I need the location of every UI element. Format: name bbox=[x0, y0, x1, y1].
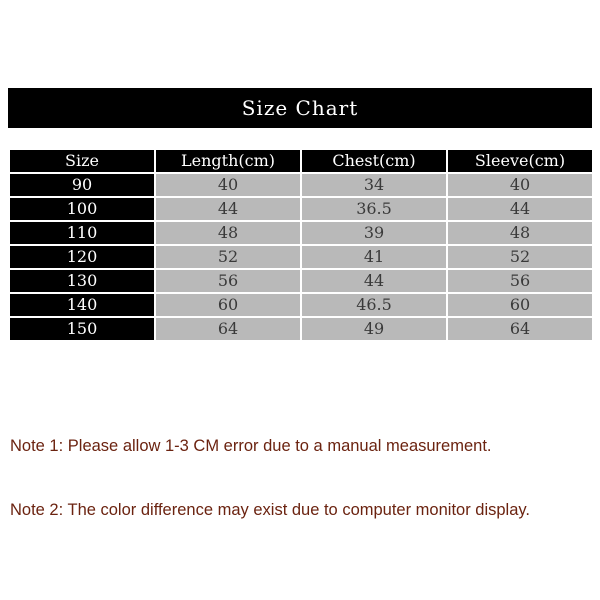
size-cell: 90 bbox=[10, 174, 154, 196]
table-row bbox=[10, 294, 592, 316]
sleeve-cell: 48 bbox=[448, 222, 592, 244]
table-row bbox=[10, 222, 592, 244]
chest-cell: 49 bbox=[302, 318, 446, 340]
length-cell: 52 bbox=[156, 246, 300, 268]
sleeve-cell: 44 bbox=[448, 198, 592, 220]
length-cell: 56 bbox=[156, 270, 300, 292]
header-chest: Chest(cm) bbox=[302, 150, 446, 172]
length-cell: 44 bbox=[156, 198, 300, 220]
header-size: Size bbox=[10, 150, 154, 172]
note-measurement-error: Note 1: Please allow 1-3 CM error due to a manual measurement. bbox=[10, 437, 492, 455]
table-row bbox=[10, 174, 592, 196]
length-cell: 64 bbox=[156, 318, 300, 340]
sleeve-cell: 64 bbox=[448, 318, 592, 340]
header-length: Length(cm) bbox=[156, 150, 300, 172]
size-cell: 140 bbox=[10, 294, 154, 316]
chest-cell: 39 bbox=[302, 222, 446, 244]
size-cell: 110 bbox=[10, 222, 154, 244]
chest-cell: 46.5 bbox=[302, 294, 446, 316]
size-cell: 100 bbox=[10, 198, 154, 220]
chest-cell: 34 bbox=[302, 174, 446, 196]
title-text: Size Chart bbox=[241, 96, 359, 120]
length-cell: 48 bbox=[156, 222, 300, 244]
table-header-row bbox=[10, 150, 592, 172]
table-row bbox=[10, 318, 592, 340]
sleeve-cell: 60 bbox=[448, 294, 592, 316]
size-chart-title bbox=[8, 88, 592, 128]
length-cell: 40 bbox=[156, 174, 300, 196]
chest-cell: 36.5 bbox=[302, 198, 446, 220]
size-cell: 150 bbox=[10, 318, 154, 340]
table-row bbox=[10, 198, 592, 220]
length-cell: 60 bbox=[156, 294, 300, 316]
chest-cell: 44 bbox=[302, 270, 446, 292]
sleeve-cell: 40 bbox=[448, 174, 592, 196]
chest-cell: 41 bbox=[302, 246, 446, 268]
size-cell: 130 bbox=[10, 270, 154, 292]
note-color-difference: Note 2: The color difference may exist due to computer monitor display. bbox=[10, 501, 531, 519]
table-row bbox=[10, 270, 592, 292]
table-row bbox=[10, 246, 592, 268]
sleeve-cell: 52 bbox=[448, 246, 592, 268]
size-cell: 120 bbox=[10, 246, 154, 268]
header-sleeve: Sleeve(cm) bbox=[448, 150, 592, 172]
size-chart-table bbox=[8, 148, 594, 342]
sleeve-cell: 56 bbox=[448, 270, 592, 292]
